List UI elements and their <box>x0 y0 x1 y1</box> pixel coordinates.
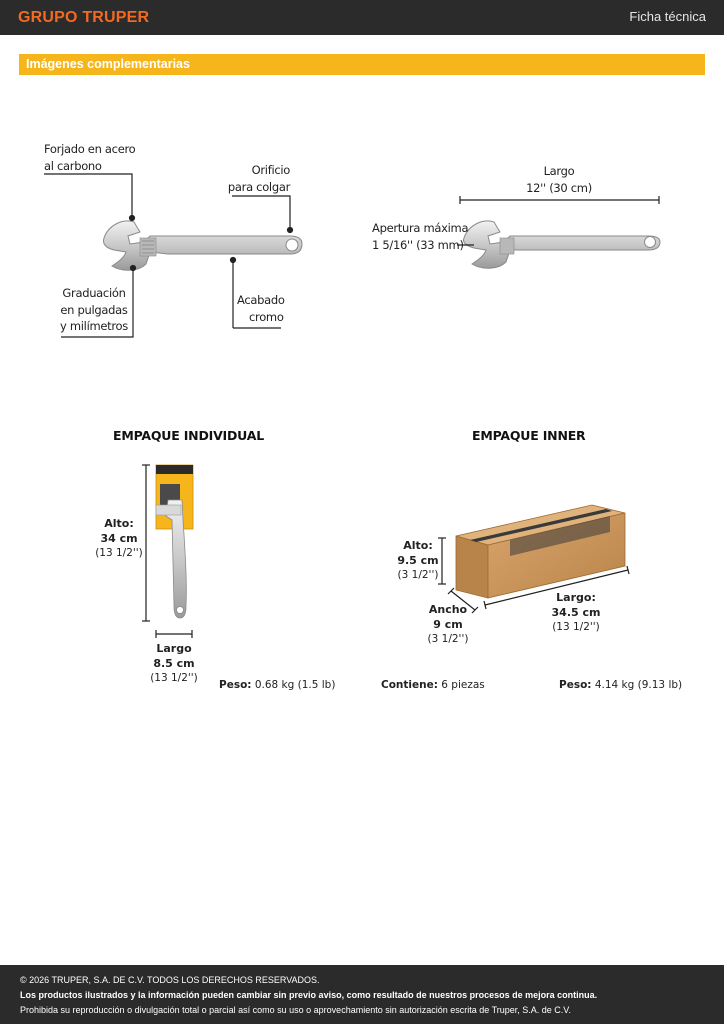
footer-copyright: © 2026 TRUPER, S.A. DE C.V. TODOS LOS DERECHOS RESERVADOS. <box>20 975 320 985</box>
individual-alto: Alto: 34 cm (13 1/2'') <box>95 517 143 559</box>
inner-alto: Alto: 9.5 cm (3 1/2'') <box>397 539 439 581</box>
inner-largo: Largo: 34.5 cm (13 1/2'') <box>551 591 601 633</box>
callout-largo: Largo 12'' (30 cm) <box>526 164 592 195</box>
document-type: Ficha técnica <box>629 9 706 24</box>
callout-orificio: Orificio para colgar <box>227 163 290 194</box>
wrench-features-image <box>103 221 302 270</box>
individual-package-image <box>156 465 193 618</box>
individual-peso: Peso: 0.68 kg (1.5 lb) <box>219 679 336 691</box>
callout-apertura: Apertura máxima 1 5/16'' (33 mm) <box>372 221 469 252</box>
individual-package-title: EMPAQUE INDIVIDUAL <box>113 428 264 443</box>
footer-prohibition: Prohibida su reproducción o divulgación total o parcial así como su uso o aprovechamiento sin autorización escrita de Truper, S.A. de C.V. <box>20 1005 571 1015</box>
callout-acabado: Acabado cromo <box>237 293 285 324</box>
footer-notice: Los productos ilustrados y la información pueden cambiar sin previo aviso, como resultado de nuestros procesos de mejora continua. <box>20 990 598 1000</box>
inner-peso: Peso: 4.14 kg (9.13 lb) <box>559 679 683 691</box>
inner-ancho: Ancho 9 cm (3 1/2'') <box>427 603 469 645</box>
callout-graduacion: Graduación en pulgadas y milímetros <box>60 286 128 333</box>
section-title: Imágenes complementarias <box>26 57 190 71</box>
individual-largo: Largo 8.5 cm (13 1/2'') <box>150 642 198 684</box>
inner-box-image <box>456 420 625 598</box>
inner-contiene: Contiene: 6 piezas <box>381 679 485 691</box>
wrench-dimensions-image <box>463 221 660 268</box>
callout-forjado: Forjado en acero al carbono <box>44 142 136 173</box>
inner-package-title: EMPAQUE INNER <box>472 428 586 443</box>
page-footer <box>0 965 724 1024</box>
brand-logo: GRUPO TRUPER <box>18 9 150 26</box>
